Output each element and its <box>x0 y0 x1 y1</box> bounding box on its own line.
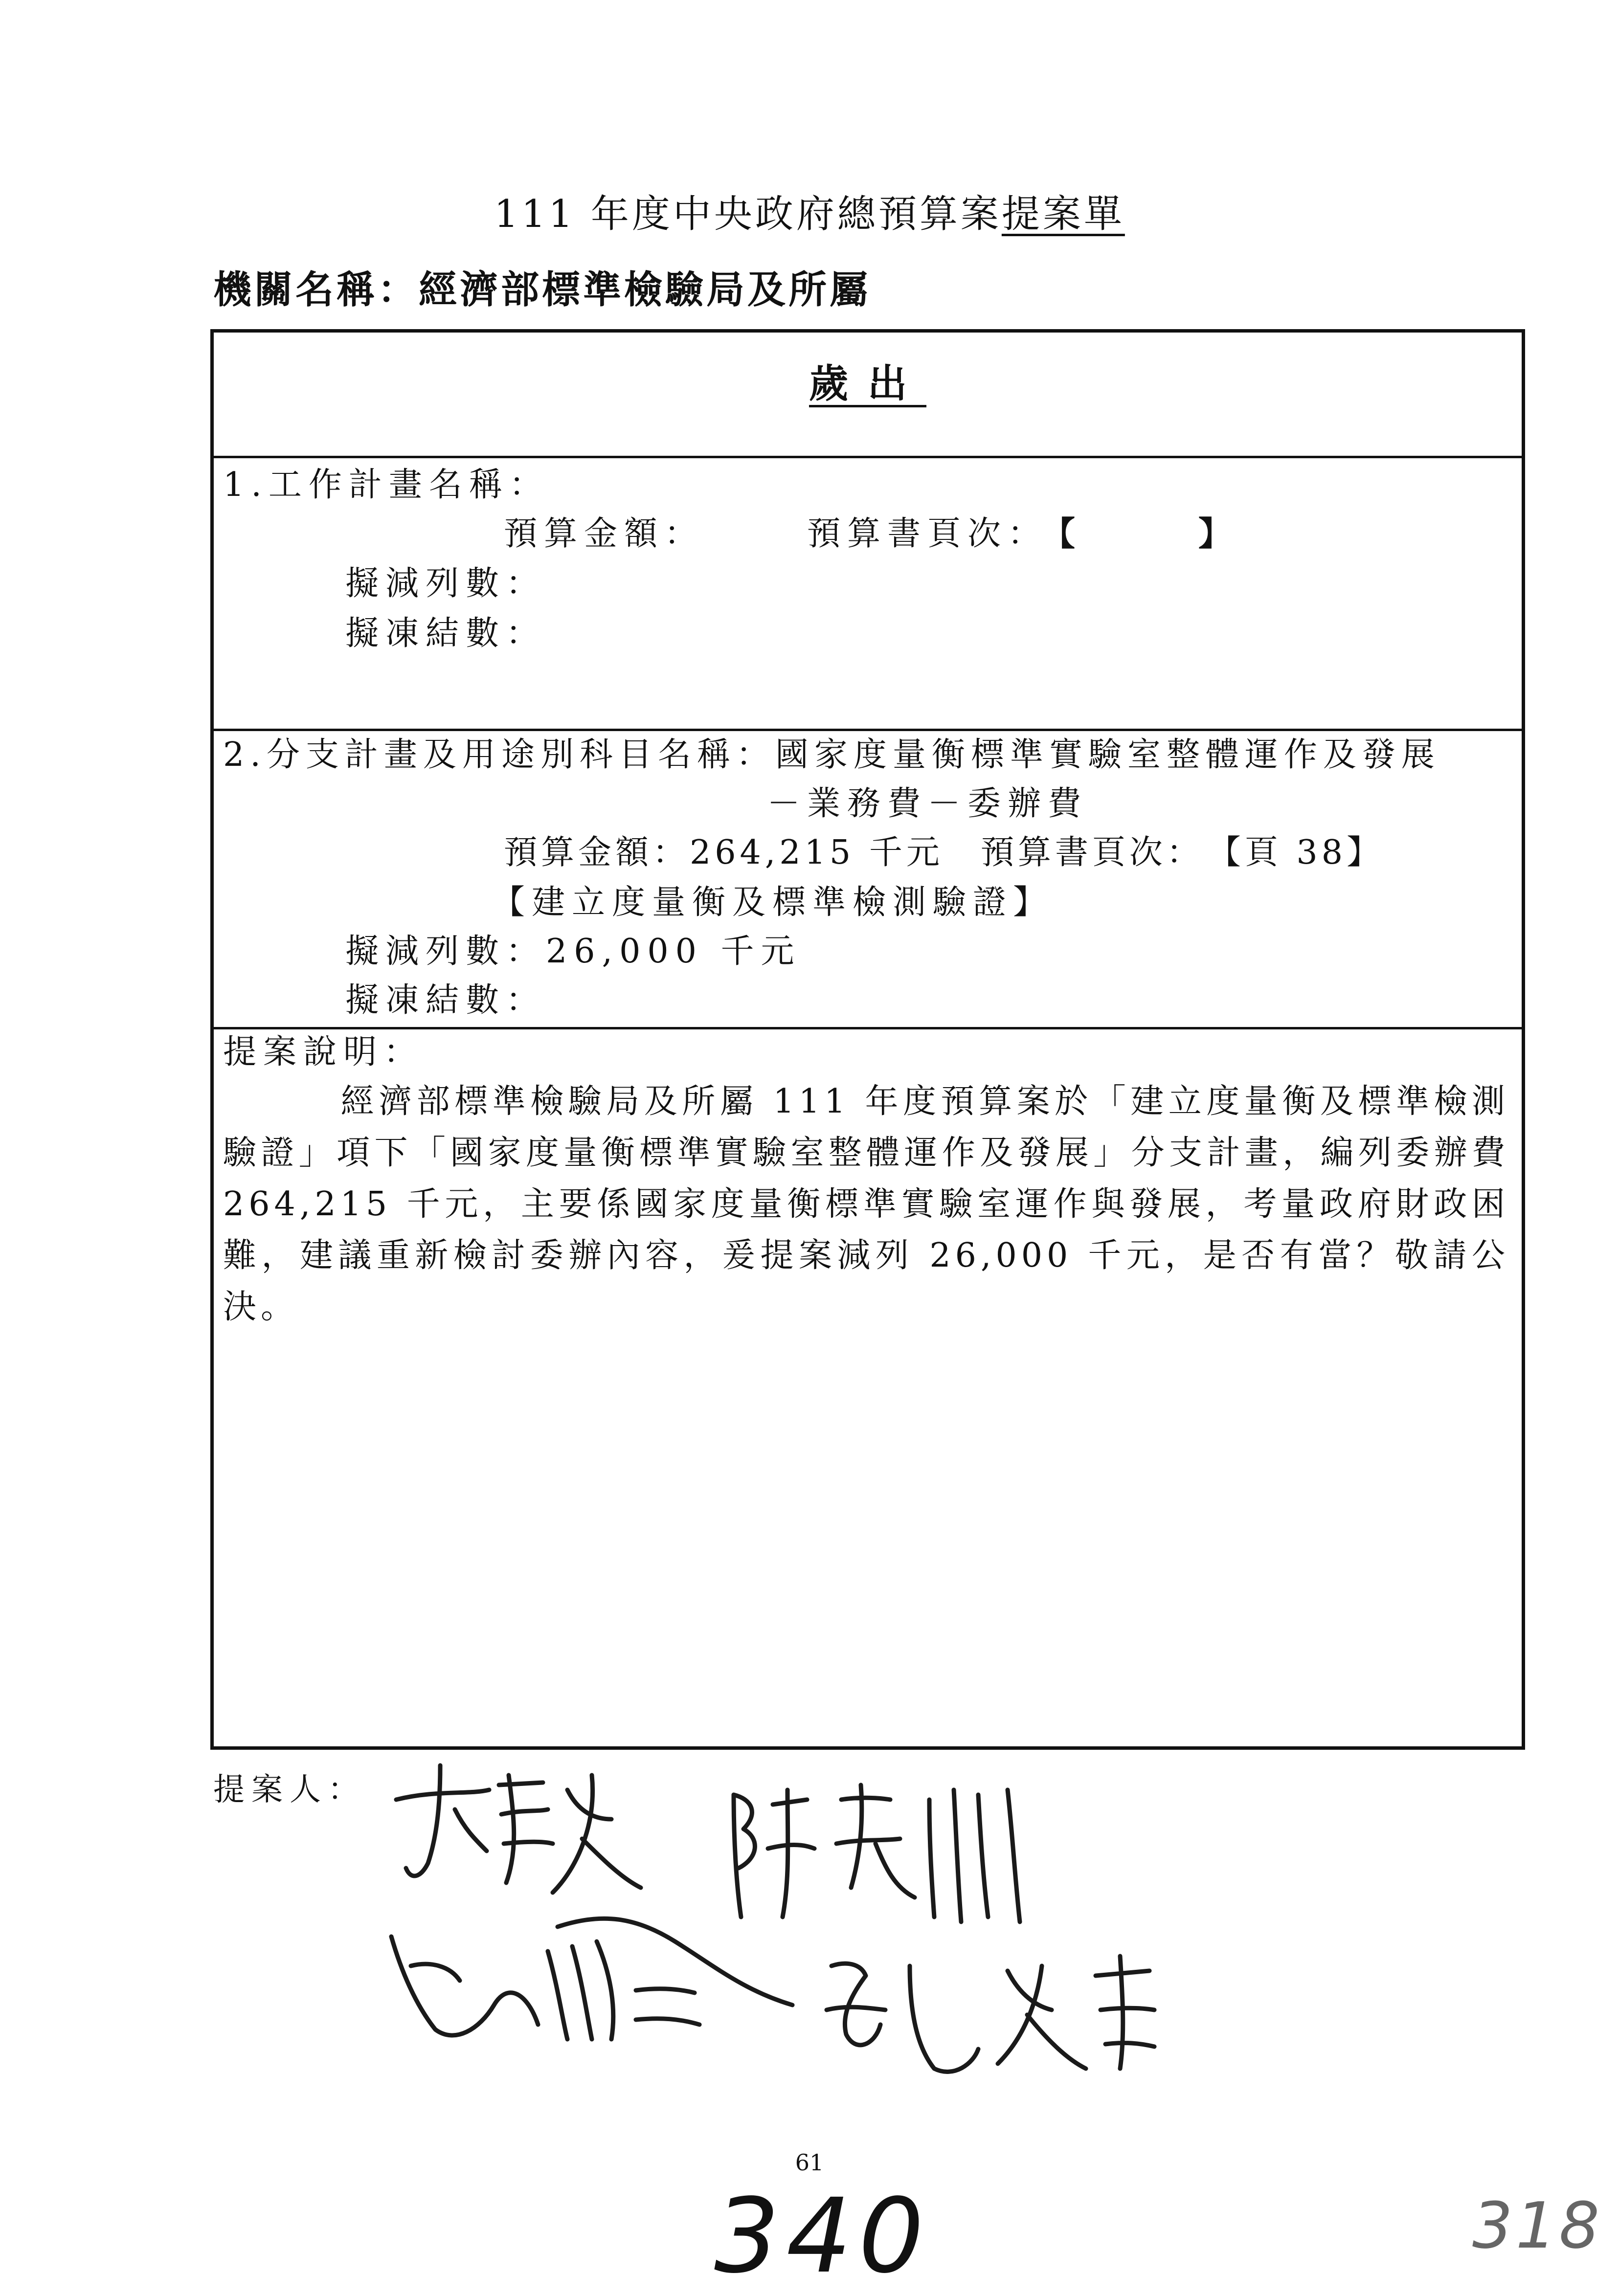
explanation-label: 提案說明： <box>223 1033 424 1071</box>
proposer-label: 提案人： <box>213 1772 366 1808</box>
item1-page-bracket-open: 【 <box>1042 514 1082 554</box>
item2-program-line: 【建立度量衡及標準檢測驗證】 <box>492 883 1054 922</box>
item1-freeze-label: 擬凍結數： <box>345 614 546 653</box>
section-header <box>210 352 1525 408</box>
divider-item1 <box>210 729 1525 731</box>
handwritten-number: 340 <box>714 2176 931 2296</box>
divider-item2 <box>210 1027 1525 1029</box>
item2-name-line1: 2.分支計畫及用途別科目名稱：國家度量衡標準實驗室整體運作及發展 <box>223 736 1440 774</box>
item1-page-label: 預算書頁次： <box>807 514 1048 553</box>
item2-reduce-line: 擬減列數：26,000 千元 <box>345 932 801 971</box>
title-prefix: 111 年度中央政府總預算案 <box>494 192 1002 236</box>
page-title <box>0 183 1619 238</box>
handwritten-corner-number: 318 <box>1472 2188 1603 2263</box>
item1-name-label: 1.工作計畫名稱： <box>223 466 549 504</box>
explanation-body <box>223 1076 1509 1333</box>
item2-budget-line: 預算金額：264,215 千元 預算書頁次： 【頁 38】 <box>504 833 1384 872</box>
explanation-text: 經濟部標準檢驗局及所屬 111 年度預算案於「建立度量衡及標準檢測驗證」項下「國家度量衡標準實驗室整體運作及發展」分支計畫，編列委辦費 264,215 千元，主要係國家度量衡標準實驗室運作與發展，考量政府財政困難，建議重新檢討委辦內容，爰提案減列 26,000 千元，是否有當？敬請公決。 <box>223 1082 1509 1326</box>
title-suffix: 提案單 <box>1001 192 1125 236</box>
section-header-text: 歲出 <box>809 361 926 406</box>
signature-kung-wen-chi <box>812 1937 1164 2083</box>
item1-reduce-label: 擬減列數： <box>345 564 546 603</box>
item2-name-line2: －業務費－委辦費 <box>767 784 1088 823</box>
item1-page-bracket-close: 】 <box>1198 514 1239 554</box>
signature-li-kuei-min <box>382 1756 655 1912</box>
agency-name: 機關名稱：經濟部標準檢驗局及所屬 <box>213 268 871 312</box>
page-number: 61 <box>795 2149 824 2176</box>
item2-freeze-label: 擬凍結數： <box>345 981 546 1020</box>
signature-lai-shyh-bao <box>382 1907 802 2054</box>
divider-header <box>210 456 1525 458</box>
item1-budget-label: 預算金額： <box>504 514 705 553</box>
